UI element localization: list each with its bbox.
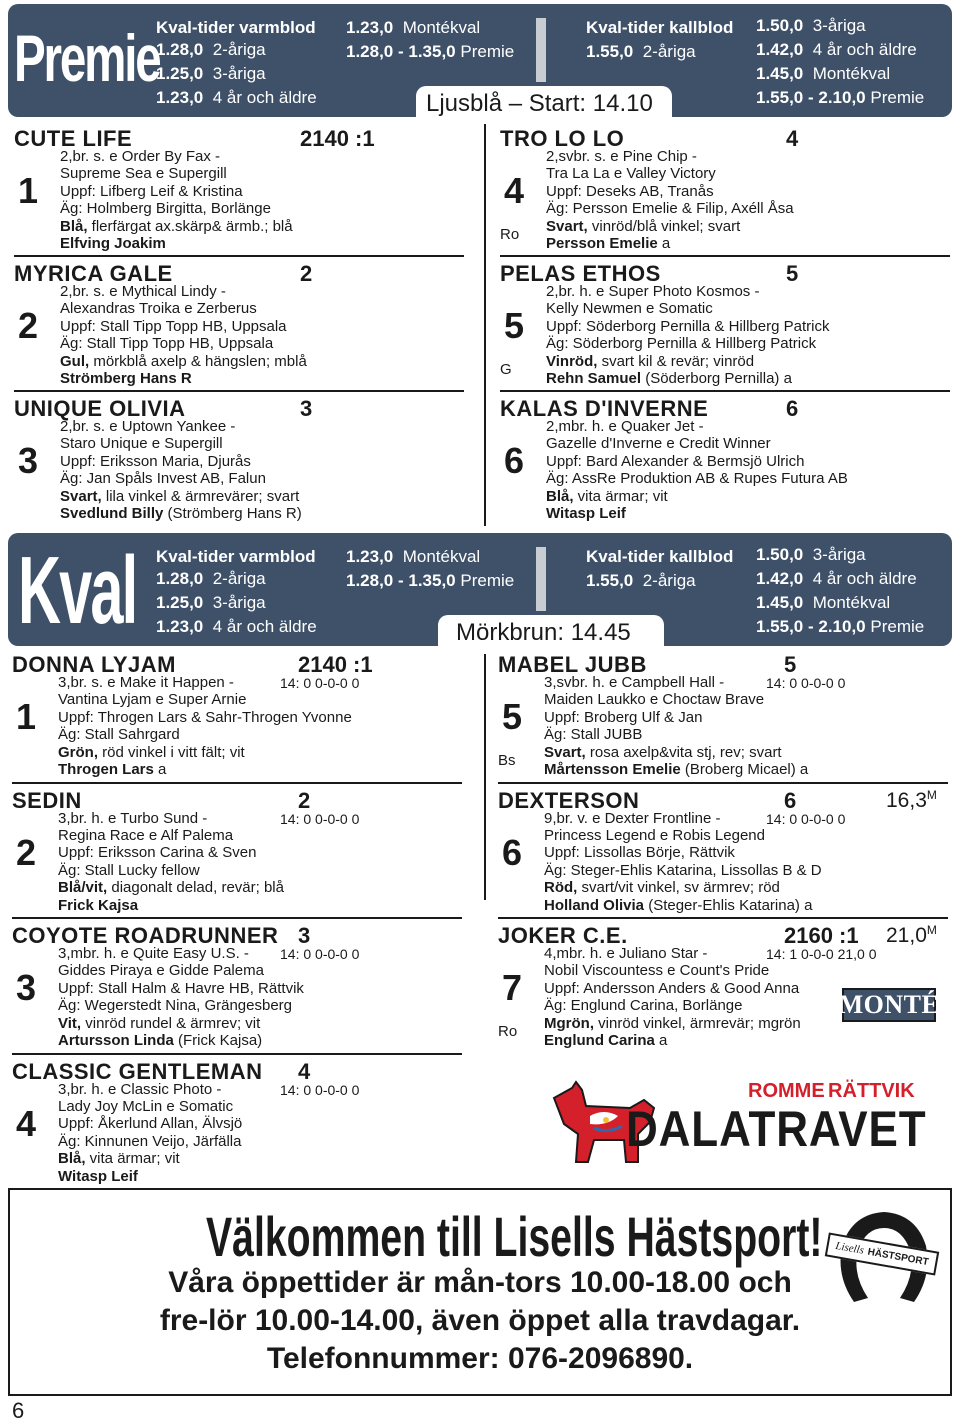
kval-header — [8, 533, 952, 646]
monte-badge — [838, 988, 940, 1022]
horse-name: MABEL JUBB — [498, 652, 647, 677]
horse-odds: $21,0^M$ — [886, 923, 937, 947]
horse-info-line: Princess Legend e Robis Legend — [544, 826, 765, 844]
horse-info-line: Uppf: Åkerlund Allan, Älvsjö — [58, 1115, 243, 1133]
horse-distance: 6 — [784, 787, 797, 813]
horse-distance: 2 — [300, 261, 313, 286]
horse-colors: Blå, vita ärmar; vit — [58, 1150, 180, 1168]
right-row-4: 1.55,0 - 2.10,0 Premie — [756, 617, 925, 636]
start-number: 7 — [502, 967, 523, 1008]
horse-info-line: Uppf: Broberg Ulf & Jan — [544, 708, 703, 726]
horse-info-line: Uppf: Stall Halm & Havre HB, Rättvik — [58, 979, 304, 997]
horse-odds: $16,3^M$ — [886, 787, 937, 812]
right-row-3: 1.45,0 Montékval — [756, 64, 891, 83]
ad-line-2: fre-lör 10.00-14.00, även öppet alla travdagar. — [159, 1304, 801, 1337]
start-number: 1 — [16, 696, 37, 737]
horse-info-line: Vantina Lyjam e Super Arnie — [58, 691, 247, 709]
horse-info-line: Uppf: Deseks AB, Tranås — [546, 182, 714, 200]
horse-info-line: Giddes Piraya e Gidde Palema — [58, 962, 264, 980]
horse-name: PELAS ETHOS — [500, 261, 661, 286]
lisells-logo — [832, 1206, 936, 1310]
horse-info-line: 2,br. s. e Order By Fax - — [60, 148, 221, 165]
horse-colors: Blå, flerfärgat ax.skärp& ärmb.; blå — [60, 217, 293, 235]
entry-divider — [14, 255, 464, 257]
right-row-1: 1.50,0 3-åriga — [756, 16, 866, 35]
varm-row-2: 1.25,0 3-åriga — [156, 593, 266, 612]
horse-distance: 3 — [300, 396, 313, 421]
horse-info-line: Äg: Stall Tipp Topp HB, Uppsala — [60, 335, 274, 353]
horse-info-line: Uppf: Bard Alexander & Bermsjö Ulrich — [546, 452, 805, 470]
horse-info-line: Äg: Stall Lucky fellow — [58, 861, 200, 879]
horse-info-line: Äg: Söderborg Pernilla & Hillberg Patrick — [546, 335, 817, 353]
start-number: 3 — [16, 967, 37, 1008]
entry-divider — [500, 390, 950, 392]
mid-row-2: 1.28,0 - 1.35,0 Premie — [346, 571, 515, 590]
varm-row-3: 1.23,0 4 år och äldre — [156, 617, 317, 636]
ad-headline: Välkommen till Lisells Hästsport! — [206, 1205, 823, 1268]
start-time-label: Ljusblå – Start: 14.10 — [426, 90, 653, 117]
horse-info-line: Äg: Englund Carina, Borlänge — [544, 997, 743, 1015]
horse-info-line: Äg: Jan Spåls Invest AB, Falun — [60, 470, 266, 488]
right-row-1: 1.50,0 3-åriga — [756, 545, 866, 564]
horse-info-line: Äg: Stall Sahrgard — [58, 726, 180, 744]
horse-info-line: Uppf: Eriksson Carina & Sven — [58, 844, 257, 862]
horse-info-line: 4,mbr. h. e Juliano Star - — [544, 945, 708, 962]
horse-distance: 2140 :1 — [300, 126, 375, 151]
horse-colors: Blå/vit, diagonalt delad, revär; blå — [58, 879, 284, 897]
start-number: 3 — [18, 440, 39, 481]
horse-info-line: Uppf: Söderborg Pernilla & Hillberg Patrick — [546, 317, 830, 335]
hastsport-logo-text: HÄSTSPORT — [866, 1246, 930, 1268]
horse-entry — [498, 788, 948, 924]
horse-stats: 14: 0 0-0-0 0 — [280, 1081, 360, 1098]
horse-info-line: Kelly Newmen e Somatic — [546, 300, 713, 318]
start-number: 2 — [18, 305, 39, 346]
entry-divider — [498, 917, 948, 919]
horse-info-line: 3,svbr. h. e Campbell Hall - — [544, 674, 725, 691]
horse-name: JOKER C.E. — [498, 923, 628, 948]
header-separator — [536, 547, 546, 611]
logo-wordmark: DALATRAVET — [626, 1101, 927, 1157]
horse-info-line: Äg: Holmberg Birgitta, Borlänge — [60, 200, 271, 218]
mid-row-1: 1.23,0 Montékval — [346, 18, 481, 37]
horse-info-line: Äg: Stall JUBB — [544, 726, 643, 744]
horse-distance: 2160 :1 — [784, 923, 859, 948]
horse-info-line: Gazelle d'Inverne e Credit Winner — [546, 435, 771, 453]
horse-info-line: 2,mbr. h. e Quaker Jet - — [546, 418, 704, 435]
horse-colors: Svart, lila vinkel & ärmrevärer; svart — [60, 487, 300, 505]
start-number: 5 — [502, 696, 523, 737]
horse-entry — [12, 1059, 472, 1195]
horse-info-line: 2,svbr. s. e Pine Chip - — [546, 148, 697, 165]
horse-entry — [14, 126, 474, 261]
logo-brand-rattvik: RÄTTVIK — [828, 1080, 915, 1102]
kall-row-1: 1.55,0 2-åriga — [586, 571, 696, 590]
ad-line-1: Våra öppettider är mån-tors 10.00-18.00 och — [168, 1266, 792, 1299]
horse-driver: Throgen Lars a — [58, 761, 167, 778]
monte-label: MONTÉ — [838, 990, 940, 1019]
horse-entry — [498, 652, 948, 788]
horse-info-line: Äg: Kinnunen Veijo, Järfälla — [58, 1132, 242, 1150]
horse-name: SEDIN — [12, 787, 82, 813]
premie-column-divider — [484, 124, 486, 526]
shoe-code: G — [500, 361, 512, 378]
entry-divider — [14, 390, 464, 392]
horse-entry — [14, 396, 474, 531]
horse-distance: 2140 :1 — [298, 652, 373, 677]
horse-info-line: Uppf: Throgen Lars & Sahr-Throgen Yvonne — [58, 708, 352, 726]
horse-entry — [12, 652, 472, 788]
horse-driver: Elfving Joakim — [60, 235, 166, 252]
horse-distance: 4 — [298, 1058, 311, 1084]
horse-colors: Röd, svart/vit vinkel, sv ärmrev; röd — [544, 879, 780, 897]
horse-driver: Svedlund Billy (Strömberg Hans R) — [60, 505, 302, 522]
entry-divider — [12, 782, 462, 784]
horse-entry — [500, 126, 950, 261]
horse-driver: Englund Carina a — [544, 1032, 668, 1049]
horse-driver: Mårtensson Emelie (Broberg Micael) a — [544, 761, 809, 778]
start-number: 5 — [504, 305, 525, 346]
horse-info-line: 3,mbr. h. e Quite Easy U.S. - — [58, 945, 249, 962]
header-separator — [536, 18, 546, 82]
varm-title: Kval-tider varmblod — [156, 18, 316, 37]
horse-info-line: 2,br. s. e Uptown Yankee - — [60, 418, 236, 435]
horse-driver: Holland Olivia (Steger-Ehlis Katarina) a — [544, 896, 813, 914]
horse-distance: 5 — [784, 652, 797, 677]
mid-row-1: 1.23,0 Montékval — [346, 547, 481, 566]
entry-divider — [12, 1053, 462, 1055]
horse-stats: 14: 0 0-0-0 0 — [280, 946, 360, 962]
mid-row-2: 1.28,0 - 1.35,0 Premie — [346, 42, 515, 61]
horse-info-line: Uppf: Lissollas Börje, Rättvik — [544, 844, 735, 862]
horse-colors: Blå, vita ärmar; vit — [546, 487, 668, 505]
lisells-logo-text: Lisells — [834, 1239, 865, 1257]
varm-row-1: 1.28,0 2-åriga — [156, 569, 266, 588]
shoe-code: Bs — [498, 752, 516, 769]
horse-entry — [500, 261, 950, 396]
horse-info-line: Äg: Wegerstedt Nina, Grängesberg — [58, 997, 293, 1015]
start-number: 6 — [502, 831, 523, 873]
entry-divider — [500, 255, 950, 257]
horse-distance: 5 — [786, 261, 799, 286]
horse-stats: 14: 0 0-0-0 0 — [766, 810, 846, 827]
horse-driver: Witasp Leif — [546, 505, 626, 522]
horse-colors: Gul, mörkblå axelp & hängslen; mblå — [60, 352, 307, 370]
kval-title: Kval — [18, 537, 137, 644]
horse-stats: 14: 1 0-0-0 21,0 0 — [766, 946, 877, 962]
horse-name: KALAS D'INVERNE — [500, 396, 709, 421]
varm-title: Kval-tider varmblod — [156, 547, 316, 566]
horse-name: UNIQUE OLIVIA — [14, 396, 186, 421]
horse-driver: Persson Emelie a — [546, 235, 671, 252]
horse-info-line: Uppf: Lifberg Leif & Kristina — [60, 182, 243, 200]
horse-info-line: Tra La La e Valley Victory — [546, 165, 716, 183]
horse-info-line: Supreme Sea e Supergill — [60, 165, 227, 183]
varm-row-3: 1.23,0 4 år och äldre — [156, 88, 317, 107]
horse-distance: 2 — [298, 787, 311, 813]
horse-name: COYOTE ROADRUNNER — [12, 923, 279, 948]
start-number: 4 — [16, 1102, 37, 1144]
horse-colors: Svart, vinröd/blå vinkel; svart — [546, 217, 741, 235]
horse-name: TRO LO LO — [500, 126, 625, 151]
start-time-label: Mörkbrun: 14.45 — [456, 619, 631, 646]
premie-header — [8, 4, 952, 117]
horse-info-line: Uppf: Andersson Anders & Good Anna — [544, 979, 800, 997]
horse-entry — [12, 923, 472, 1059]
horse-stats: 14: 0 0-0-0 0 — [280, 810, 360, 827]
horse-driver: Artursson Linda (Frick Kajsa) — [58, 1032, 263, 1049]
horse-info-line: 9,br. v. e Dexter Frontline - — [544, 809, 721, 827]
right-row-2: 1.42,0 4 år och äldre — [756, 40, 917, 59]
entry-divider — [12, 917, 462, 919]
horse-info-line: Äg: AssRe Produktion AB & Rupes Futura AB — [546, 470, 848, 488]
kall-row-1: 1.55,0 2-åriga — [586, 42, 696, 61]
page-number: 6 — [12, 1398, 25, 1423]
kval-column-divider — [484, 654, 486, 900]
horse-info-line: Äg: Steger-Ehlis Katarina, Lissollas B & D — [544, 861, 822, 879]
shoe-code: Ro — [498, 1023, 518, 1040]
shoe-code: Ro — [500, 226, 520, 243]
right-row-4: 1.55,0 - 2.10,0 Premie — [756, 88, 925, 107]
start-number: 6 — [504, 440, 525, 481]
horse-name: CUTE LIFE — [14, 126, 133, 151]
horse-info-line: 2,br. s. e Mythical Lindy - — [60, 283, 226, 300]
horse-stats: 14: 0 0-0-0 0 — [280, 675, 360, 691]
horse-colors: Vinröd, svart kil & revär; vinröd — [546, 352, 755, 370]
horse-name: DEXTERSON — [498, 787, 640, 813]
horse-driver: Witasp Leif — [58, 1167, 138, 1185]
horse-colors: Grön, röd vinkel i vitt fält; vit — [58, 743, 245, 761]
kall-title: Kval-tider kallblod — [586, 18, 734, 37]
start-number: 2 — [16, 831, 37, 873]
horse-driver: Rehn Samuel (Söderborg Pernilla) a — [546, 370, 792, 387]
horse-name: CLASSIC GENTLEMAN — [12, 1058, 263, 1084]
horse-distance: 6 — [786, 396, 799, 421]
varm-row-1: 1.28,0 2-åriga — [156, 40, 266, 59]
varm-row-2: 1.25,0 3-åriga — [156, 64, 266, 83]
horse-info-line: Uppf: Eriksson Maria, Djurås — [60, 452, 251, 470]
dalatravet-logo — [534, 1078, 927, 1174]
horse-info-line: Alexandras Troika e Zerberus — [60, 300, 257, 318]
horse-distance: 3 — [298, 923, 311, 948]
horse-info-line: Nobil Viscountess e Count's Pride — [544, 962, 770, 980]
horse-info-line: 3,br. s. e Make it Happen - — [58, 674, 234, 691]
horse-entry — [14, 261, 474, 396]
right-row-2: 1.42,0 4 år och äldre — [756, 569, 917, 588]
horse-name: MYRICA GALE — [14, 261, 173, 286]
horse-driver: Strömberg Hans R — [60, 370, 192, 387]
horse-colors: Mgrön, vinröd vinkel, ärmrevär; mgrön — [544, 1014, 801, 1032]
horse-colors: Svart, rosa axelp&vita stj, rev; svart — [544, 743, 782, 761]
entry-divider — [498, 782, 948, 784]
horse-name: DONNA LYJAM — [12, 652, 177, 677]
horse-info-line: Äg: Persson Emelie & Filip, Axéll Åsa — [546, 200, 794, 218]
kall-title: Kval-tider kallblod — [586, 547, 734, 566]
horse-info-line: Regina Race e Alf Palema — [58, 826, 234, 844]
ad-line-3: Telefonnummer: 076-2096890. — [266, 1342, 694, 1375]
horse-info-line: Lady Joy McLin e Somatic — [58, 1097, 234, 1115]
horse-info-line: 2,br. h. e Super Photo Kosmos - — [546, 283, 760, 300]
horse-info-line: 3,br. h. e Turbo Sund - — [58, 809, 208, 827]
right-row-3: 1.45,0 Montékval — [756, 593, 891, 612]
horse-info-line: Staro Unique e Supergill — [60, 435, 223, 453]
horse-info-line: Maiden Laukko e Choctaw Brave — [544, 691, 765, 709]
horse-distance: 4 — [786, 126, 799, 151]
logo-brand-romme: ROMME — [748, 1080, 825, 1102]
horse-entry — [500, 396, 950, 531]
start-number: 4 — [504, 170, 525, 211]
horse-info-line: Uppf: Stall Tipp Topp HB, Uppsala — [60, 317, 287, 335]
start-number: 1 — [18, 170, 39, 211]
horse-info-line: 3,br. h. e Classic Photo - — [58, 1080, 222, 1098]
premie-title: Premie — [14, 21, 160, 95]
horse-entry — [12, 788, 472, 924]
horse-colors: Vit, vinröd rundel & ärmrev; vit — [58, 1014, 261, 1032]
horse-stats: 14: 0 0-0-0 0 — [766, 675, 846, 691]
horse-driver: Frick Kajsa — [58, 896, 139, 914]
